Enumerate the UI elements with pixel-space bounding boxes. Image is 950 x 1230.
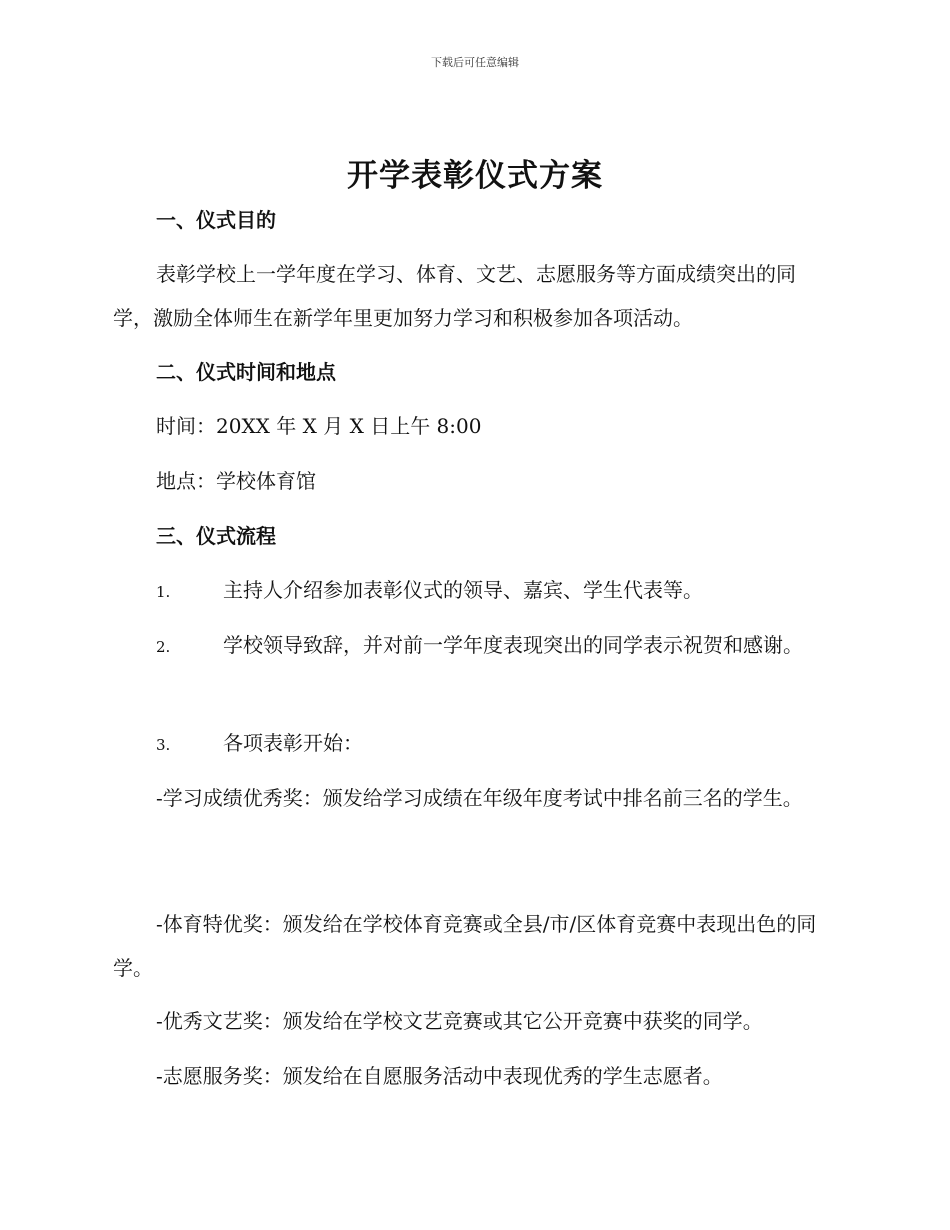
award-item: -学习成绩优秀奖：颁发给学习成绩在年级年度考试中排名前三名的学生。 [156,786,803,810]
step-number: 1. [156,583,171,601]
procedure-step [113,623,833,669]
step-text: 主持人介绍参加表彰仪式的领导、嘉宾、学生代表等。 [223,578,703,602]
step-number: 3. [156,736,171,754]
section-heading-purpose: 一、仪式目的 [156,208,276,232]
header-note: 下载后可任意编辑 [431,56,519,69]
procedure-step [113,721,833,767]
award-item: -优秀文艺奖：颁发给在学校文艺竞赛或其它公开竞赛中获奖的同学。 [156,1009,763,1033]
time-line: 时间：20XX 年 X 月 X 日上午 8:00 [156,414,482,438]
step-text: 学校领导致辞，并对前一学年度表现突出的同学表示祝贺和感谢。 [223,633,803,657]
section-heading-time-place: 二、仪式时间和地点 [156,360,336,384]
section-heading-procedure: 三、仪式流程 [156,524,276,548]
purpose-paragraph: 表彰学校上一学年度在学习、体育、文艺、志愿服务等方面成绩突出的同学，激励全体师生在新学年里更加努力学习和积极参加各项活动。 [113,262,796,330]
document-title: 开学表彰仪式方案 [347,158,603,194]
award-item: -体育特优奖：颁发给在学校体育竞赛或全县/市/区体育竞赛中表现出色的同学。 [113,912,817,980]
place-line: 地点：学校体育馆 [156,469,316,493]
step-text: 各项表彰开始： [223,731,363,755]
award-item: -志愿服务奖：颁发给在自愿服务活动中表现优秀的学生志愿者。 [156,1064,723,1088]
procedure-step [113,568,833,614]
step-number: 2. [156,638,171,656]
